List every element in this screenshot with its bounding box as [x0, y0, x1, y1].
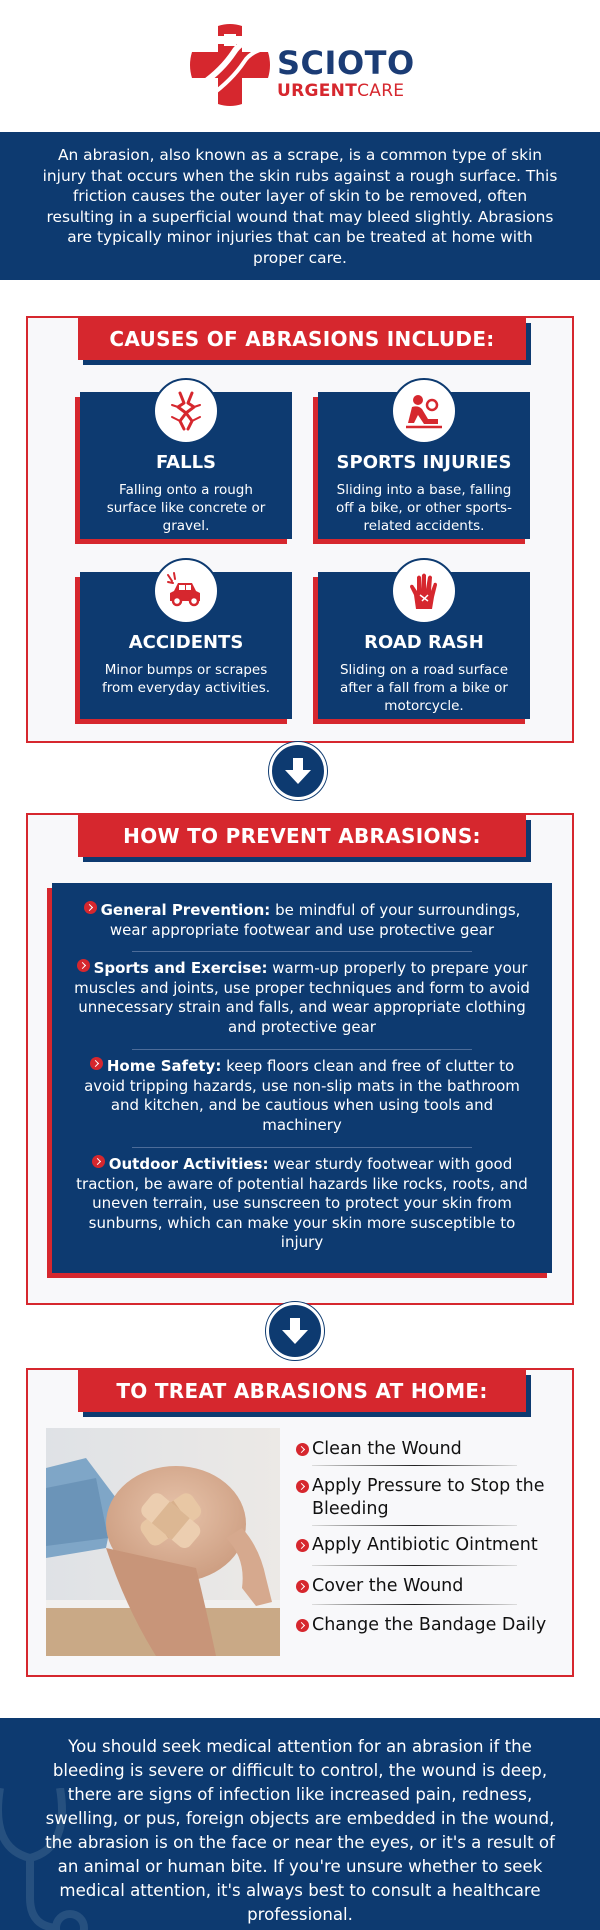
treat-heading: TO TREAT ABRASIONS AT HOME: — [116, 1379, 488, 1403]
footer-band — [0, 1718, 600, 1930]
cause-title: ACCIDENTS — [128, 632, 244, 653]
cause-card-road-rash — [318, 572, 530, 719]
treat-item — [296, 1475, 568, 1521]
chevron-bullet-icon — [296, 1539, 309, 1552]
medical-cross-icon — [188, 22, 272, 108]
treat-item — [296, 1438, 568, 1461]
intro-text: An abrasion, also known as a scrape, is a common type of skin injury that occurs when the skin rubs against a rough surface. This friction causes the outer layer of skin to be removed, often resulting in a superficial wound that may bleed slightly. Abrasions are typically minor injuries that can be treated at home with proper care. — [42, 146, 558, 267]
cause-title: FALLS — [155, 452, 217, 473]
treat-item — [296, 1575, 568, 1598]
prevent-item-text: be mindful of your surroundings, wear appropriate footwear and use protective gear — [109, 901, 521, 939]
cause-icon-circle — [153, 558, 219, 624]
treat-section — [26, 1368, 574, 1677]
divider — [132, 1147, 472, 1148]
sports-injury-icon — [404, 391, 444, 431]
cause-text: Sliding on a road surface after a fall from a bike or motorcycle. — [339, 662, 509, 714]
prevent-item-general — [70, 901, 534, 940]
prevent-item-outdoor — [70, 1155, 534, 1253]
treat-item-text: Change the Bandage Daily — [312, 1615, 547, 1635]
cause-icon-circle — [391, 378, 457, 444]
intro-band — [0, 132, 600, 280]
injured-hand-icon — [404, 571, 444, 611]
down-arrow-circle — [266, 1302, 324, 1360]
treat-item-text: Clean the Wound — [312, 1439, 462, 1459]
chevron-bullet-icon — [296, 1619, 309, 1632]
divider — [312, 1565, 517, 1566]
divider — [132, 1049, 472, 1050]
arrow-down-icon — [283, 756, 313, 786]
arrow-down-icon — [280, 1316, 310, 1346]
header — [0, 0, 600, 132]
cause-text: Minor bumps or scrapes from everyday activities. — [101, 662, 271, 696]
chevron-bullet-icon — [296, 1580, 309, 1593]
prevent-item-text: warm-up properly to prepare your muscles and joints, use proper techniques and form to avoid unnecessary strain and falls, and wear appropriate clothing and protective gear — [74, 959, 530, 1036]
treat-item-text: Cover the Wound — [312, 1576, 464, 1596]
cause-text: Falling onto a rough surface like concrete or gravel. — [106, 482, 266, 534]
chevron-bullet-icon — [92, 1155, 105, 1168]
down-arrow-circle — [269, 742, 327, 800]
treat-item-text: Apply Antibiotic Ointment — [312, 1535, 538, 1555]
cause-card-accidents — [80, 572, 292, 719]
logo-name-line2 — [277, 81, 404, 101]
prevent-item-home — [70, 1057, 534, 1135]
footer-text: You should seek medical attention for an abrasion if the bleeding is severe or difficult to control, the wound is deep, there are signs of infection like increased pain, redness, swelling, or pus, foreign objects are embedded in the wound, the abrasion is on the face or near the eyes, or it's a result of an animal or human bite. If you're unsure whether to seek medical attention, it's always best to consult a healthcare professional. — [45, 1737, 555, 1924]
treat-item — [296, 1614, 568, 1637]
scioto-urgent-care-logo — [188, 22, 428, 112]
prevent-item-sports — [70, 959, 534, 1037]
treat-item — [296, 1534, 568, 1557]
chevron-bullet-icon — [296, 1480, 309, 1493]
car-crash-icon — [166, 571, 206, 611]
divider — [312, 1604, 517, 1605]
prevent-heading: HOW TO PREVENT ABRASIONS: — [123, 824, 481, 848]
causes-section — [26, 316, 574, 743]
cause-card-sports-injuries — [318, 392, 530, 539]
prevent-panel — [52, 883, 552, 1273]
logo-care: CARE — [357, 81, 405, 101]
causes-heading-ribbon — [78, 318, 526, 360]
chevron-bullet-icon — [90, 1057, 103, 1070]
treat-item-text: Apply Pressure to Stop the Bleeding — [312, 1476, 545, 1519]
cause-title: SPORTS INJURIES — [336, 452, 512, 473]
prevent-heading-ribbon — [78, 815, 526, 857]
cause-title: ROAD RASH — [364, 632, 484, 653]
logo-name-line1: SCIOTO — [277, 44, 415, 82]
cause-card-falls — [80, 392, 292, 539]
bandaged-knee-illustration — [46, 1428, 280, 1656]
divider — [312, 1525, 517, 1526]
prevent-item-label: Outdoor Activities: — [108, 1155, 269, 1173]
prevent-item-label: General Prevention: — [100, 901, 271, 919]
chevron-bullet-icon — [84, 901, 97, 914]
treat-heading-ribbon — [78, 1370, 526, 1412]
cause-text: Sliding into a base, falling off a bike, or other sports-related accidents. — [336, 482, 512, 534]
prevent-section — [26, 813, 574, 1305]
divider — [312, 1465, 517, 1466]
causes-heading: CAUSES OF ABRASIONS INCLUDE: — [109, 327, 495, 351]
divider — [132, 951, 472, 952]
cause-icon-circle — [391, 558, 457, 624]
broken-bone-icon — [166, 391, 206, 431]
prevent-item-text: keep floors clean and free of clutter to avoid tripping hazards, use non-slip mats in the bathroom and kitchen, and be cautious when using tools and machinery — [84, 1057, 520, 1134]
logo-urgent: URGENT — [277, 81, 358, 101]
prevent-item-label: Sports and Exercise: — [93, 959, 268, 977]
chevron-bullet-icon — [296, 1443, 309, 1456]
prevent-item-text: wear sturdy footwear with good traction, be aware of potential hazards like rocks, roots, and uneven terrain, use sunscreen to protect your skin from sunburns, which can make your skin more susceptible to injury — [76, 1155, 528, 1252]
prevent-item-label: Home Safety: — [106, 1057, 222, 1075]
bandaged-knee-photo — [46, 1428, 280, 1656]
chevron-bullet-icon — [77, 959, 90, 972]
cause-icon-circle — [153, 378, 219, 444]
